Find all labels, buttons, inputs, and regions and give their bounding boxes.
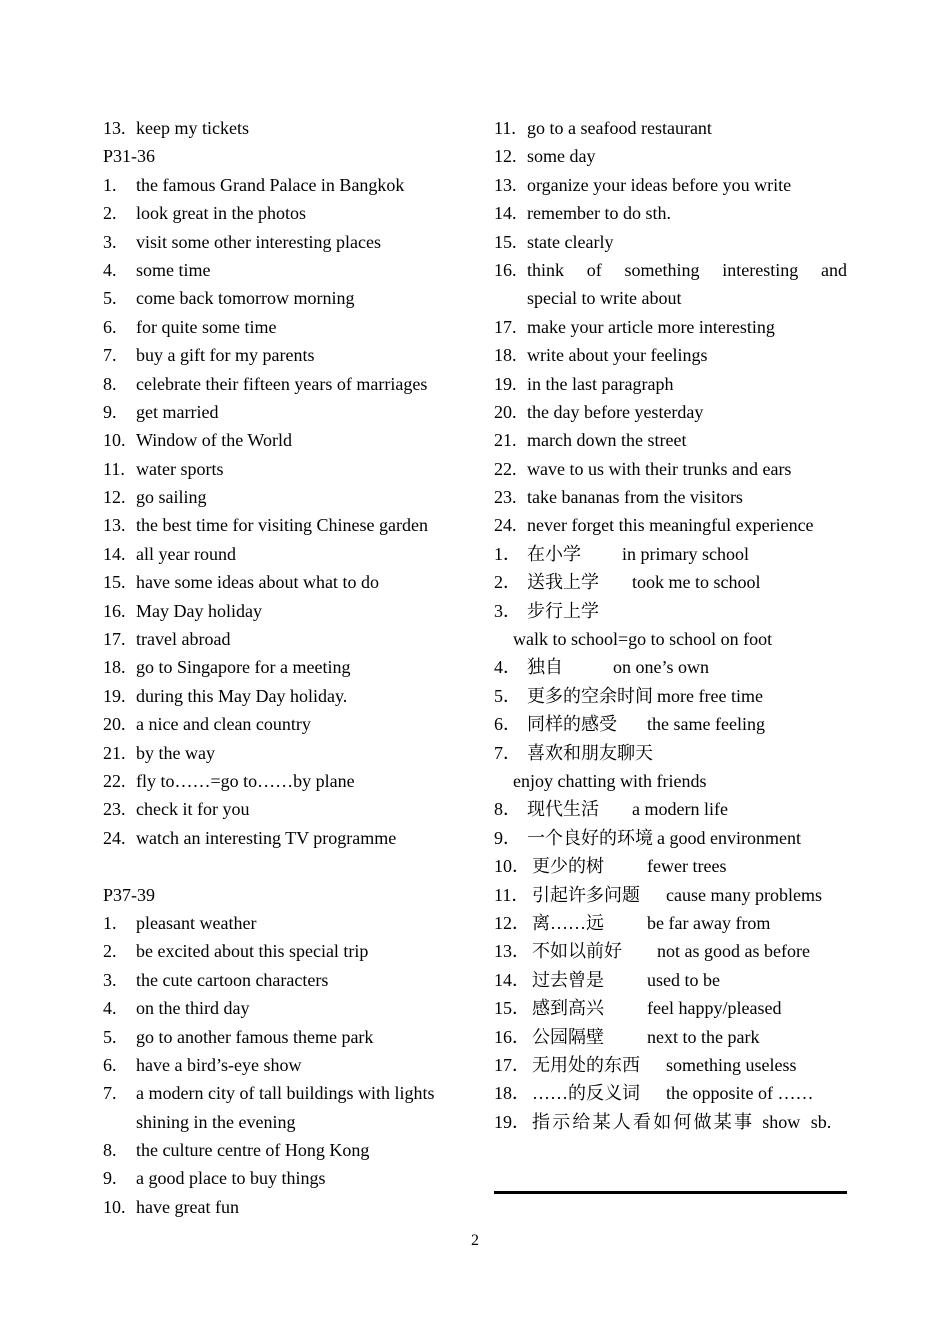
item-number: 12.: [494, 146, 517, 167]
phrase-number: 18．: [494, 1083, 530, 1104]
item-text: state clearly: [527, 231, 614, 252]
phrase-chinese: 过去曾是: [532, 969, 604, 990]
phrase-english: more free time: [657, 685, 763, 706]
item-number: 19.: [494, 373, 517, 394]
item-number: 5.: [103, 1026, 117, 1047]
item-number: 5.: [103, 288, 117, 309]
item-text: visit some other interesting places: [136, 231, 381, 252]
list-item: [494, 199, 847, 227]
item-text: buy a gift for my parents: [136, 345, 315, 366]
phrase-english: not as good as before: [657, 941, 810, 962]
phrase-english: be far away from: [647, 912, 771, 933]
phrase-number: 11．: [494, 884, 530, 905]
list-item: [103, 710, 463, 738]
item-text: all year round: [136, 543, 236, 564]
item-text: a nice and clean country: [136, 714, 311, 735]
phrase-item: [494, 682, 847, 710]
item-number: 8.: [103, 1140, 117, 1161]
item-number: 7.: [103, 1083, 117, 1104]
list-item-continuation: shining in the evening: [136, 1111, 296, 1132]
phrase-item: [494, 909, 847, 937]
phrase-chinese: 现代生活: [527, 799, 599, 820]
list-item: [494, 341, 847, 369]
list-item: [494, 228, 847, 256]
list-item: [494, 426, 847, 454]
item-text: pleasant weather: [136, 912, 257, 933]
list-item: [103, 1164, 463, 1192]
item-text: wave to us with their trunks and ears: [527, 458, 792, 479]
phrase-chinese: 更少的树: [532, 856, 604, 877]
item-text: have great fun: [136, 1196, 239, 1217]
phrase-chinese: ……的反义词: [532, 1083, 640, 1104]
item-text: come back tomorrow morning: [136, 288, 355, 309]
list-item: [103, 284, 463, 312]
phrase-chinese: 同样的感受: [527, 714, 617, 735]
item-text: travel abroad: [136, 629, 231, 650]
item-text: remember to do sth.: [527, 203, 671, 224]
phrase-english: next to the park: [647, 1026, 760, 1047]
phrase-item: [494, 568, 847, 596]
phrase-chinese: 在小学: [527, 543, 581, 564]
item-number: 13.: [494, 174, 517, 195]
phrase-english: the opposite of ……: [666, 1083, 814, 1104]
page-number: 2: [471, 1232, 479, 1249]
item-number: 13.: [103, 118, 126, 138]
list-item: [103, 1051, 463, 1079]
list-item: [103, 597, 463, 625]
list-item: [103, 682, 463, 710]
phrase-chinese: 引起许多问题: [532, 884, 640, 905]
right-phrase-list: [494, 114, 847, 540]
item-text: during this May Day holiday.: [136, 685, 348, 706]
list-item: [103, 994, 463, 1022]
item-number: 19.: [103, 685, 126, 706]
item-text: go to a seafood restaurant: [527, 118, 712, 138]
item-text: be excited about this special trip: [136, 941, 369, 962]
item-number: 4.: [103, 259, 117, 280]
item-text: get married: [136, 401, 219, 422]
phrase-number: 5．: [494, 685, 521, 706]
phrase-number: 19．: [494, 1111, 530, 1132]
list-item: [494, 256, 847, 284]
list-item: [103, 767, 463, 795]
list-item: [103, 653, 463, 681]
list-item: [103, 540, 463, 568]
item-text: May Day holiday: [136, 600, 262, 621]
phrase-item: [494, 540, 847, 568]
item-text: a good place to buy things: [136, 1168, 326, 1189]
list-item: [494, 370, 847, 398]
item-number: 3.: [103, 969, 117, 990]
item-text: watch an interesting TV programme: [136, 827, 397, 848]
list-item: [103, 966, 463, 994]
phrase-chinese: 喜欢和朋友聊天: [527, 742, 653, 763]
item-number: 15.: [494, 231, 517, 252]
list-item: [103, 199, 463, 227]
item-word: interesting: [722, 259, 799, 280]
list-item: [103, 228, 463, 256]
phrase-chinese: 独自: [527, 657, 563, 678]
list-item: [103, 625, 463, 653]
phrase-english: cause many problems: [666, 884, 822, 905]
item-number: 2.: [103, 203, 117, 224]
item-text: in the last paragraph: [527, 373, 674, 394]
item-number: 11.: [494, 118, 516, 138]
item-number: 21.: [103, 742, 126, 763]
item-number: 9.: [103, 1168, 117, 1189]
item-text: have a bird’s-eye show: [136, 1054, 302, 1075]
phrase-item: [494, 966, 847, 994]
phrase-number: 10．: [494, 856, 530, 877]
item-text: have some ideas about what to do: [136, 572, 379, 593]
item-number: 17.: [103, 629, 126, 650]
list-item: [103, 937, 463, 965]
section-list-p31-36: [103, 171, 463, 852]
phrase-english: used to be: [647, 969, 720, 990]
phrase-number: 6．: [494, 714, 521, 735]
phrase-chinese: 指示给某人看如何做某事: [532, 1111, 755, 1132]
item-number: 2.: [103, 941, 117, 962]
item-number: 6.: [103, 316, 117, 337]
item-text: for quite some time: [136, 316, 277, 337]
list-item: [103, 341, 463, 369]
phrase-english: a good environment: [657, 827, 801, 848]
phrase-english: a modern life: [632, 799, 728, 820]
phrase-number: 13．: [494, 941, 530, 962]
item-number: 14.: [103, 543, 126, 564]
item-text: keep my tickets: [136, 118, 249, 138]
phrase-chinese: 一个良好的环境: [527, 827, 653, 848]
phrase-number: 3．: [494, 600, 521, 621]
list-item: [103, 483, 463, 511]
phrase-english: feel happy/pleased: [647, 998, 782, 1019]
list-item: [494, 171, 847, 199]
item-text: Window of the World: [136, 430, 292, 451]
item-number: 7.: [103, 345, 117, 366]
list-item: [103, 1193, 463, 1221]
item-text: the best time for visiting Chinese garden: [136, 515, 428, 536]
spacer: [103, 852, 463, 880]
phrase-item: [494, 852, 847, 880]
phrase-english: took me to school: [632, 572, 761, 593]
section-list-p37-39: [103, 909, 463, 1221]
phrase-english: show sb.: [762, 1111, 832, 1132]
item-number: 9.: [103, 401, 117, 422]
phrase-chinese: 更多的空余时间: [527, 685, 653, 706]
phrase-number: 14．: [494, 969, 530, 990]
list-item: [103, 171, 463, 199]
list-item: [494, 114, 847, 142]
phrase-number: 1．: [494, 543, 521, 564]
list-item: [494, 511, 847, 539]
left-column: [103, 114, 463, 1221]
phrase-number: 16．: [494, 1026, 530, 1047]
phrase-item: [494, 710, 847, 738]
item-number: 14.: [494, 203, 517, 224]
item-text: [527, 256, 847, 284]
list-item: [103, 739, 463, 767]
item-number: 16.: [103, 600, 126, 621]
list-item: [494, 483, 847, 511]
item-number: 17.: [494, 316, 517, 337]
list-item: [494, 313, 847, 341]
item-text: go to Singapore for a meeting: [136, 657, 351, 678]
phrase-item: [494, 653, 847, 681]
phrase-continuation: enjoy chatting with friends: [513, 770, 707, 791]
phrase-english: something useless: [666, 1054, 797, 1075]
item-number: 4.: [103, 998, 117, 1019]
item-text: on the third day: [136, 998, 250, 1019]
phrase-english: on one’s own: [613, 657, 709, 678]
footnote-rule: [494, 1191, 847, 1194]
list-item: [103, 313, 463, 341]
item-text: water sports: [136, 458, 224, 479]
phrase-english: the same feeling: [647, 714, 765, 735]
item-text: the famous Grand Palace in Bangkok: [136, 174, 405, 195]
item-number: 10.: [103, 1196, 126, 1217]
item-text: celebrate their fifteen years of marriages: [136, 373, 428, 394]
item-number: 11.: [103, 458, 125, 479]
item-text: a modern city of tall buildings with lights: [136, 1083, 435, 1104]
phrase-chinese: 感到高兴: [532, 998, 604, 1019]
list-item: [103, 398, 463, 426]
item-text: fly to……=go to……by plane: [136, 770, 355, 791]
phrase-chinese: 公园隔壁: [532, 1026, 604, 1047]
list-item: [103, 1023, 463, 1051]
item-text: take bananas from the visitors: [527, 487, 743, 508]
item-number: 18.: [494, 345, 517, 366]
item-number: 3.: [103, 231, 117, 252]
section-title: P37-39: [103, 884, 156, 905]
phrase-item: [494, 739, 847, 767]
section-title: P31-36: [103, 146, 156, 167]
phrase-item: [494, 937, 847, 965]
list-item: [103, 568, 463, 596]
item-text: go to another famous theme park: [136, 1026, 374, 1047]
list-item: [494, 455, 847, 483]
list-item: [103, 370, 463, 398]
item-number: 24.: [103, 827, 126, 848]
item-number: 10.: [103, 430, 126, 451]
item-number: 23.: [494, 487, 517, 508]
item-word: think: [527, 259, 565, 280]
item-number: 22.: [494, 458, 517, 479]
item-number: 1.: [103, 174, 117, 195]
item-number: 22.: [103, 770, 126, 791]
item-word: and: [821, 259, 847, 280]
list-item: [103, 426, 463, 454]
phrase-item: [494, 1108, 847, 1136]
phrase-item: [494, 597, 847, 625]
item-number: 12.: [103, 487, 126, 508]
item-number: 18.: [103, 657, 126, 678]
list-item: [494, 398, 847, 426]
phrase-item: [494, 1023, 847, 1051]
phrase-english: fewer trees: [647, 856, 727, 877]
list-item: [103, 795, 463, 823]
chinese-english-phrase-list: [494, 540, 847, 1136]
item-number: 1.: [103, 912, 117, 933]
item-text: never forget this meaningful experience: [527, 515, 814, 536]
phrase-chinese: 送我上学: [527, 572, 599, 593]
phrase-chinese: 不如以前好: [532, 941, 622, 962]
phrase-chinese: 步行上学: [527, 600, 599, 621]
item-text: some day: [527, 146, 596, 167]
phrase-item: [494, 1051, 847, 1079]
phrase-item: [494, 1079, 847, 1107]
phrase-number: 12．: [494, 912, 530, 933]
phrase-number: 2．: [494, 572, 521, 593]
item-word: of: [586, 259, 602, 280]
phrase-item: [494, 795, 847, 823]
list-item: [103, 511, 463, 539]
item-number: 13.: [103, 515, 126, 536]
item-text: the cute cartoon characters: [136, 969, 329, 990]
list-item-continuation: special to write about: [527, 288, 682, 309]
item-text: by the way: [136, 742, 215, 763]
list-item: [103, 455, 463, 483]
phrase-chinese: 无用处的东西: [532, 1054, 640, 1075]
phrase-number: 4．: [494, 657, 521, 678]
item-text: some time: [136, 259, 211, 280]
item-text: look great in the photos: [136, 203, 306, 224]
item-number: 24.: [494, 515, 517, 536]
item-text: write about your feelings: [527, 345, 708, 366]
item-number: 8.: [103, 373, 117, 394]
phrase-number: 8．: [494, 799, 521, 820]
item-number: 16.: [494, 259, 517, 280]
list-item: [103, 256, 463, 284]
item-number: 21.: [494, 430, 517, 451]
phrase-chinese: 离……远: [532, 912, 604, 933]
phrase-english: in primary school: [622, 543, 749, 564]
item-text: the day before yesterday: [527, 401, 704, 422]
item-number: 15.: [103, 572, 126, 593]
phrase-item: [494, 881, 847, 909]
phrase-number: 17．: [494, 1054, 530, 1075]
right-column: [494, 114, 847, 1136]
phrase-number: 7．: [494, 742, 521, 763]
item-text: go sailing: [136, 487, 207, 508]
item-number: 20.: [494, 401, 517, 422]
item-number: 23.: [103, 799, 126, 820]
phrase-number: 9．: [494, 827, 521, 848]
phrase-item: [494, 994, 847, 1022]
list-item: [103, 114, 463, 142]
phrase-item: [494, 824, 847, 852]
item-text: make your article more interesting: [527, 316, 775, 337]
item-number: 6.: [103, 1054, 117, 1075]
phrase-continuation: walk to school=go to school on foot: [513, 629, 773, 650]
list-item: [494, 142, 847, 170]
list-item: [103, 1079, 463, 1107]
item-word: something: [624, 259, 700, 280]
list-item: [103, 1136, 463, 1164]
item-text: check it for you: [136, 799, 250, 820]
list-item: [103, 824, 463, 852]
list-item: [103, 909, 463, 937]
item-number: 20.: [103, 714, 126, 735]
item-text: the culture centre of Hong Kong: [136, 1140, 370, 1161]
phrase-number: 15．: [494, 998, 530, 1019]
item-text: organize your ideas before you write: [527, 174, 792, 195]
item-text: march down the street: [527, 430, 687, 451]
